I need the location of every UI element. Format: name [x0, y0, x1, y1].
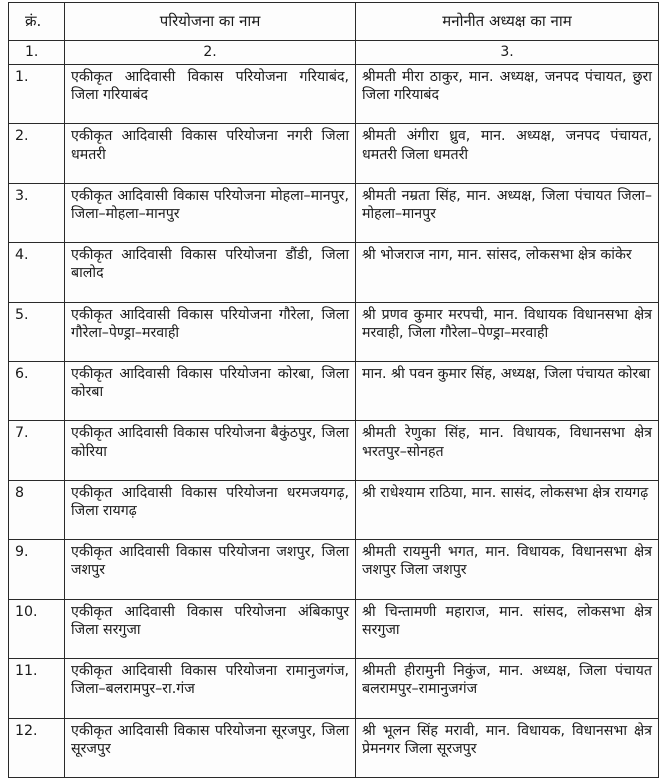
table-row [9, 183, 659, 242]
row-serial: 9. [9, 540, 65, 599]
column-number: 1. [9, 41, 65, 65]
row-chairman: श्री चिन्तामणी महाराज, मान. सांसद, लोकसभा क्षेत्र सरगुजा [356, 599, 659, 658]
header-row [9, 3, 659, 41]
document-page [8, 2, 658, 778]
row-serial: 3. [9, 183, 65, 242]
row-project: एकीकृत आदिवासी विकास परियोजना गौरेला, जिला गौरेला–पेण्ड्रा–मरवाही [65, 302, 356, 361]
row-project: एकीकृत आदिवासी विकास परियोजना जशपुर, जिला जशपुर [65, 540, 356, 599]
project-chairman-table [8, 2, 659, 778]
row-project: एकीकृत आदिवासी विकास परियोजना मोहला–मानपुर, जिला–मोहला–मानपुर [65, 183, 356, 242]
header-serial: क्रं. [9, 3, 65, 41]
table-row [9, 243, 659, 302]
table-row [9, 659, 659, 718]
table-row [9, 718, 659, 777]
column-number: 2. [65, 41, 356, 65]
table-row [9, 421, 659, 480]
row-serial: 2. [9, 124, 65, 183]
row-serial: 10. [9, 599, 65, 658]
row-serial: 5. [9, 302, 65, 361]
row-serial: 12. [9, 718, 65, 777]
table-row [9, 302, 659, 361]
table-row [9, 362, 659, 421]
row-chairman: श्री भूलन सिंह मरावी, मान. विधायक, विधानसभा क्षेत्र प्रेमनगर जिला सूरजपुर [356, 718, 659, 777]
row-project: एकीकृत आदिवासी विकास परियोजना कोरबा, जिला कोरबा [65, 362, 356, 421]
table-row [9, 540, 659, 599]
row-project: एकीकृत आदिवासी विकास परियोजना रामानुजगंज, जिला–बलरामपुर–रा.गंज [65, 659, 356, 718]
table-row [9, 599, 659, 658]
row-project: एकीकृत आदिवासी विकास परियोजना बैकुंठपुर, जिला कोरिया [65, 421, 356, 480]
row-serial: 8 [9, 480, 65, 539]
row-chairman: श्री प्रणव कुमार मरपची, मान. विधायक विधानसभा क्षेत्र मरवाही, जिला गौरेला–पेण्ड्रा–मरवाही [356, 302, 659, 361]
table-row [9, 480, 659, 539]
row-chairman: श्रीमती रेणुका सिंह, मान. विधायक, विधानसभा क्षेत्र भरतपुर–सोनहत [356, 421, 659, 480]
row-project: एकीकृत आदिवासी विकास परियोजना गरियाबंद, जिला गरियाबंद [65, 64, 356, 123]
row-chairman: श्रीमती नम्रता सिंह, मान. अध्यक्ष, जिला पंचायत जिला–मोहला–मानपुर [356, 183, 659, 242]
header-nominated-chairman: मनोनीत अध्यक्ष का नाम [356, 3, 659, 41]
row-project: एकीकृत आदिवासी विकास परियोजना अंबिकापुर जिला सरगुजा [65, 599, 356, 658]
row-chairman: श्री भोजराज नाग, मान. सांसद, लोकसभा क्षेत्र कांकेर [356, 243, 659, 302]
table-row [9, 124, 659, 183]
row-project: एकीकृत आदिवासी विकास परियोजना डौंडी, जिला बालोद [65, 243, 356, 302]
row-chairman: श्री राधेश्याम राठिया, मान. सासंद, लोकसभा क्षेत्र रायगढ़ [356, 480, 659, 539]
row-chairman: मान. श्री पवन कुमार सिंह, अध्यक्ष, जिला पंचायत कोरबा [356, 362, 659, 421]
row-serial: 4. [9, 243, 65, 302]
row-chairman: श्रीमती मीरा ठाकुर, मान. अध्यक्ष, जनपद पंचायत, छुरा जिला गरियाबंद [356, 64, 659, 123]
row-serial: 6. [9, 362, 65, 421]
column-number: 3. [356, 41, 659, 65]
row-project: एकीकृत आदिवासी विकास परियोजना धरमजयगढ़, जिला रायगढ़ [65, 480, 356, 539]
header-project-name: परियोजना का नाम [65, 3, 356, 41]
column-number-row [9, 41, 659, 65]
table-row [9, 64, 659, 123]
row-serial: 7. [9, 421, 65, 480]
row-serial: 11. [9, 659, 65, 718]
row-chairman: श्रीमती हीरामुनी निकुंज, मान. अध्यक्ष, जिला पंचायत बलरामपुर–रामानुजगंज [356, 659, 659, 718]
row-chairman: श्रीमती अंगीरा ध्रुव, मान. अध्यक्ष, जनपद पंचायत, धमतरी जिला धमतरी [356, 124, 659, 183]
row-serial: 1. [9, 64, 65, 123]
row-chairman: श्रीमती रायमुनी भगत, मान. विधायक, विधानसभा क्षेत्र जशपुर जिला जशपुर [356, 540, 659, 599]
row-project: एकीकृत आदिवासी विकास परियोजना सूरजपुर, जिला सूरजपुर [65, 718, 356, 777]
row-project: एकीकृत आदिवासी विकास परियोजना नगरी जिला धमतरी [65, 124, 356, 183]
